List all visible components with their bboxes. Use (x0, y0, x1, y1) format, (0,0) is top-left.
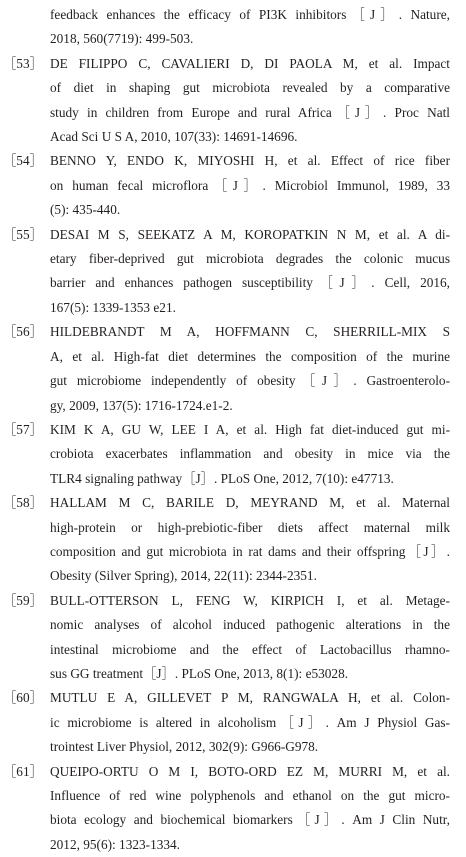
reference-text (50, 320, 450, 418)
reference-line: 167(5): 1339-1353 e21. (50, 299, 176, 315)
reference-number: ［61］ (3, 763, 43, 779)
reference-entry (0, 320, 466, 418)
reference-line: KIM K A, GU W, LEE I A, et al. High fat diet-induced gut mi- (50, 421, 450, 437)
reference-text (50, 589, 450, 687)
reference-line: high-protein or high-prebiotic-fiber diets affect maternal milk (50, 519, 450, 535)
reference-text (50, 149, 450, 222)
reference-line: study in children from Europe and rural Africa［J］. Proc Natl (50, 104, 450, 120)
reference-line: biota ecology and biochemical biomarkers［J］. Am J Clin Nutr, (50, 812, 450, 828)
reference-line: of diet in shaping gut microbiota revealed by a comparative (50, 80, 450, 96)
reference-number: ［58］ (3, 495, 43, 511)
reference-line: trointest Liver Physiol, 2012, 302(9): G966-G978. (50, 739, 319, 755)
reference-line: QUEIPO-ORTU O M I, BOTO-ORD EZ M, MURRI M, et al. (50, 763, 450, 779)
reference-line: MUTLU E A, GILLEVET P M, RANGWALA H, et al. Colon- (50, 690, 450, 706)
reference-entry (0, 3, 466, 52)
reference-entry (0, 760, 466, 857)
reference-line: crobiota exacerbates inflammation and obesity in mice via the (50, 446, 450, 462)
reference-number: ［54］ (3, 153, 43, 169)
reference-text (50, 52, 450, 150)
reference-line: HILDEBRANDT M A, HOFFMANN C, SHERRILL-MIX S (50, 324, 450, 340)
reference-entry (0, 223, 466, 321)
reference-line: gy, 2009, 137(5): 1716-1724.e1-2. (50, 397, 233, 413)
reference-line: DESAI M S, SEEKATZ A M, KOROPATKIN N M, et al. A di- (50, 226, 450, 242)
reference-text (50, 760, 450, 857)
reference-line: HALLAM M C, BARILE D, MEYRAND M, et al. Maternal (50, 495, 450, 511)
reference-line: 2018, 560(7719): 499-503. (50, 31, 194, 47)
reference-line: 2012, 95(6): 1323-1334. (50, 836, 181, 852)
reference-text (50, 223, 450, 321)
reference-entry (0, 418, 466, 491)
reference-line: (5): 435-440. (50, 202, 121, 218)
reference-text (50, 491, 450, 589)
reference-entry (0, 686, 466, 759)
reference-line: Acad Sci U S A, 2010, 107(33): 14691-14696. (50, 129, 298, 145)
reference-line: barrier and enhances pathogen susceptibility［J］. Cell, 2016, (50, 275, 450, 291)
reference-number: ［60］ (3, 690, 43, 706)
reference-text (50, 3, 450, 52)
reference-number: ［56］ (3, 324, 43, 340)
reference-line: BENNO Y, ENDO K, MIYOSHI H, et al. Effect of rice fiber (50, 153, 450, 169)
reference-list (0, 3, 466, 857)
reference-entry (0, 149, 466, 222)
reference-number: ［53］ (3, 55, 43, 71)
reference-entry (0, 589, 466, 687)
reference-line: DE FILIPPO C, CAVALIERI D, DI PAOLA M, et al. Impact (50, 55, 450, 71)
reference-line: intestinal microbiome and the effect of Lactobacillus rhamno- (50, 641, 450, 657)
reference-number: ［57］ (3, 421, 43, 437)
reference-line: Influence of red wine polyphenols and ethanol on the gut micro- (50, 788, 450, 803)
reference-line: TLR4 signaling pathway［J］. PLoS One, 2012, 7(10): e47713. (50, 470, 394, 486)
reference-line: nomic analyses of alcohol induced pathogenic alterations in the (50, 617, 450, 633)
reference-entry (0, 491, 466, 589)
reference-line: sus GG treatment［J］. PLoS One, 2013, 8(1): e53028. (50, 665, 349, 681)
reference-line: gut microbiome independently of obesity［J］. Gastroenterolo- (50, 373, 450, 389)
reference-line: on human fecal microflora［J］. Microbiol Immunol, 1989, 33 (50, 177, 450, 193)
reference-number: ［55］ (3, 226, 43, 242)
reference-number: ［59］ (3, 592, 43, 608)
reference-line: Obesity (Silver Spring), 2014, 22(11): 2344-2351. (50, 568, 317, 584)
reference-text (50, 686, 450, 759)
reference-text (50, 418, 450, 491)
reference-line: ic microbiome is altered in alcoholism［J］. Am J Physiol Gas- (50, 714, 450, 730)
reference-line: BULL-OTTERSON L, FENG W, KIRPICH I, et al. Metage- (50, 592, 450, 608)
reference-line: feedback enhances the efficacy of PI3K inhibitors［J］. Nature, (50, 7, 450, 22)
reference-line: composition and gut microbiota in rat dams and their offspring［J］. (50, 543, 450, 559)
reference-line: A, et al. High-fat diet determines the composition of the murine (50, 348, 450, 364)
reference-entry (0, 52, 466, 150)
reference-line: etary fiber-deprived gut microbiota degrades the colonic mucus (50, 251, 450, 267)
